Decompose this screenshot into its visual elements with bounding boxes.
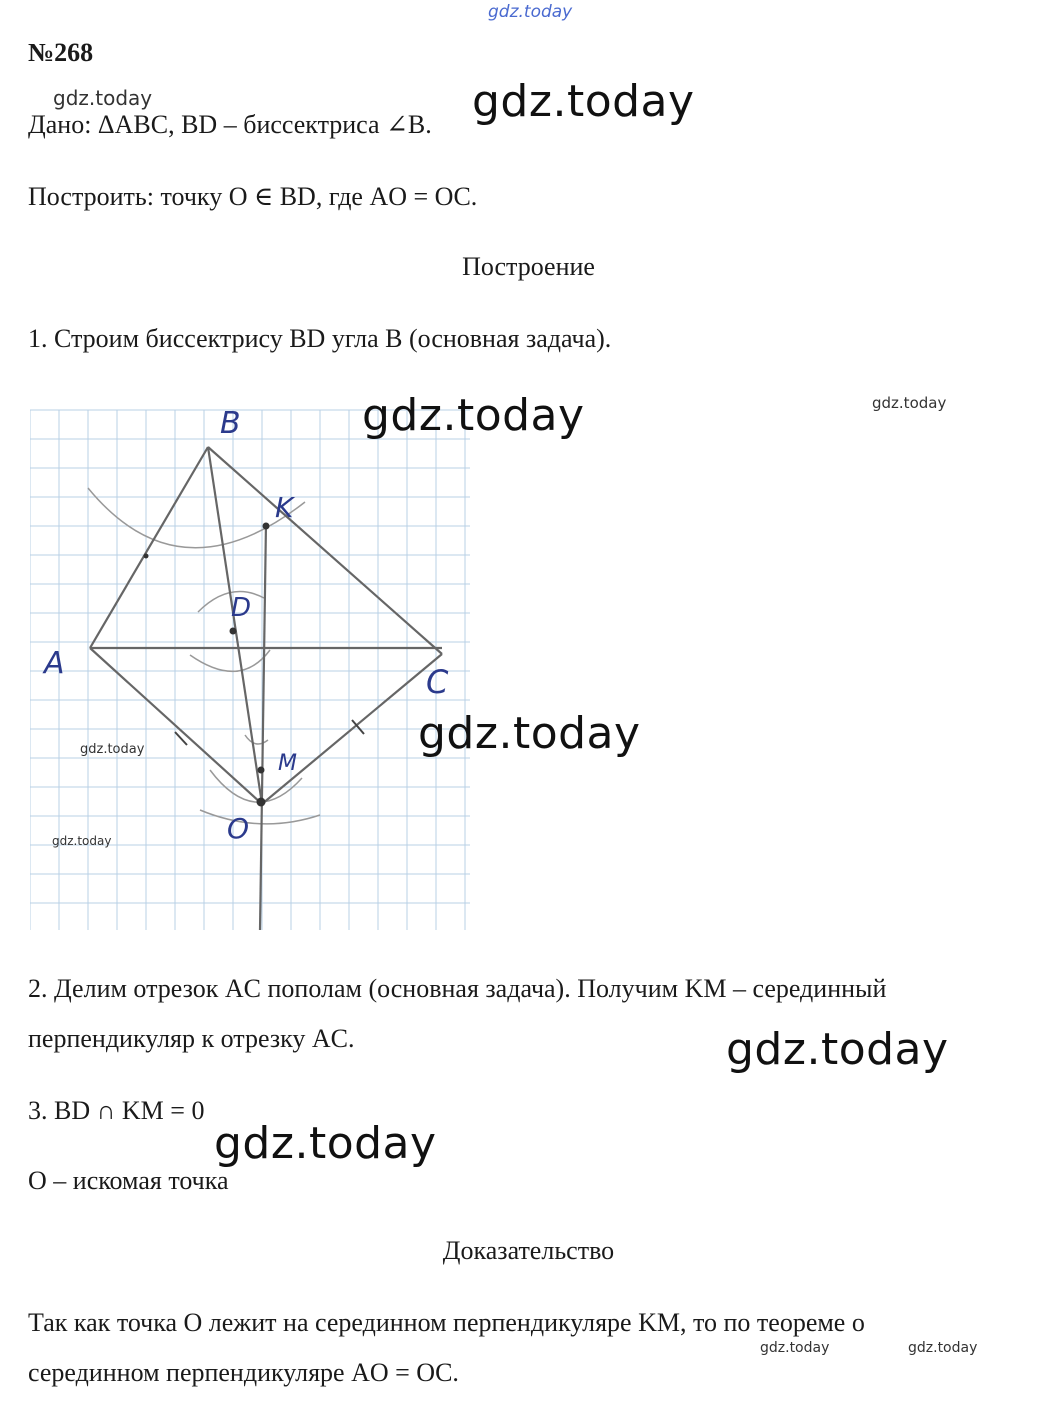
arc-compass-5 xyxy=(200,810,320,824)
step-1-text: 1. Строим биссектрису BD угла B (основная задача). xyxy=(28,324,612,353)
label-O: O xyxy=(227,812,250,845)
watermark-8: gdz.today xyxy=(726,1024,949,1075)
watermark-6: gdz.today xyxy=(80,742,145,757)
watermark-3: gdz.today xyxy=(872,394,947,412)
label-K: K xyxy=(275,491,294,524)
watermark-top: gdz.today xyxy=(488,2,573,22)
point-O xyxy=(257,798,266,807)
watermark-4: gdz.today xyxy=(362,390,585,441)
label-D: D xyxy=(231,593,252,623)
watermark-7: gdz.today xyxy=(52,834,112,848)
given-text: Дано: ΔABC, BD – биссектриса ∠B. xyxy=(28,110,432,139)
construction-heading: Построение xyxy=(462,252,595,281)
problem-number: №268 xyxy=(28,38,94,67)
step-2-line-1: 2. Делим отрезок AC пополам (основная задача). Получим KM – серединный xyxy=(28,974,887,1003)
construction-figure xyxy=(30,390,470,930)
grid-lines xyxy=(30,410,470,930)
label-B: B xyxy=(220,406,241,441)
watermark-5: gdz.today xyxy=(418,708,641,759)
step-2-line-2: перпендикуляр к отрезку AC. xyxy=(28,1024,355,1053)
point-D xyxy=(230,628,237,635)
construct-text: Построить: точку O ∈ BD, где AO = OC. xyxy=(28,182,478,211)
point-arc-AB xyxy=(144,554,149,559)
watermark-9: gdz.today xyxy=(214,1118,437,1169)
proof-line-2: серединном перпендикуляре AO = OC. xyxy=(28,1358,459,1387)
label-C: C xyxy=(426,663,449,701)
step-3-text: 3. BD ∩ KM = 0 xyxy=(28,1096,205,1125)
watermark-1: gdz.today xyxy=(53,86,153,110)
watermark-11: gdz.today xyxy=(908,1340,978,1356)
proof-heading: Доказательство xyxy=(442,1236,615,1265)
conclusion-text: O – искомая точка xyxy=(28,1166,229,1195)
point-K xyxy=(263,523,270,530)
watermark-2: gdz.today xyxy=(472,76,695,127)
watermark-10: gdz.today xyxy=(760,1340,830,1356)
label-A: A xyxy=(44,646,65,681)
proof-line-1: Так как точка O лежит на серединном перпендикуляре KM, то по теореме о xyxy=(28,1308,865,1337)
arc-compass-6 xyxy=(245,735,268,744)
bisector-BD xyxy=(208,447,262,804)
arc-compass-3 xyxy=(190,650,270,671)
point-M xyxy=(258,767,265,774)
label-M: M xyxy=(278,751,297,776)
